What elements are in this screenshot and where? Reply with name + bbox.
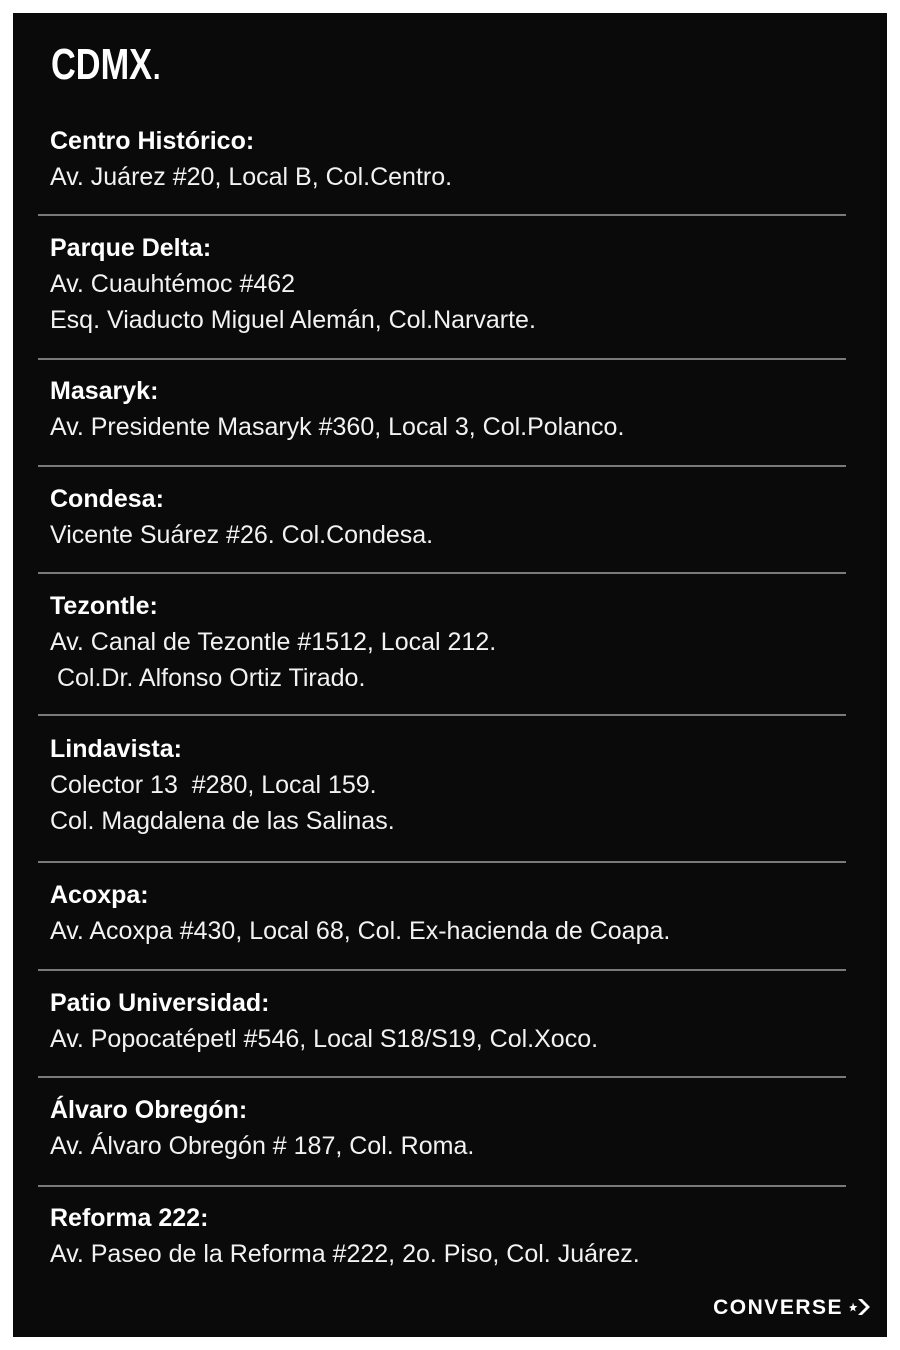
store-entry xyxy=(50,588,496,696)
store-address-line: Av. Acoxpa #430, Local 68, Col. Ex-hacienda de Coapa. xyxy=(50,917,671,945)
city-title-text: CDMX xyxy=(51,40,153,89)
store-name: Patio Universidad: xyxy=(50,989,270,1017)
store-divider xyxy=(38,214,846,216)
store-divider xyxy=(38,1185,846,1187)
store-address-line: Av. Popocatépetl #546, Local S18/S19, Col.Xoco. xyxy=(50,1025,599,1053)
store-name: Álvaro Obregón: xyxy=(50,1096,248,1124)
store-name: Tezontle: xyxy=(50,592,158,620)
city-title xyxy=(51,40,158,89)
store-entry xyxy=(50,481,433,553)
store-address-line: Av. Canal de Tezontle #1512, Local 212. xyxy=(50,628,497,656)
store-name: Acoxpa: xyxy=(50,881,149,909)
store-name: Lindavista: xyxy=(50,735,182,763)
store-name: Reforma 222: xyxy=(50,1204,209,1232)
store-divider xyxy=(38,572,846,574)
brand-wordmark: CONVERSE xyxy=(713,1295,843,1319)
store-entry xyxy=(50,985,598,1057)
store-address-line: Av. Presidente Masaryk #360, Local 3, Col.Polanco. xyxy=(50,413,625,441)
store-entry xyxy=(50,731,395,839)
store-divider xyxy=(38,1076,846,1078)
store-entry xyxy=(50,1092,474,1164)
store-divider xyxy=(38,714,846,716)
store-entry xyxy=(50,1200,640,1272)
store-divider xyxy=(38,358,846,360)
store-name: Centro Histórico: xyxy=(50,127,255,155)
store-entry xyxy=(50,230,536,338)
store-address-line: Vicente Suárez #26. Col.Condesa. xyxy=(50,521,434,549)
store-address-line: Av. Cuauhtémoc #462 xyxy=(50,270,296,298)
store-address-line: Av. Álvaro Obregón # 187, Col. Roma. xyxy=(50,1132,475,1160)
converse-star-chevron-icon xyxy=(847,1295,871,1319)
store-divider xyxy=(38,861,846,863)
store-address-line: Colector 13 #280, Local 159. xyxy=(50,771,377,799)
title-dot xyxy=(154,74,158,79)
store-entry xyxy=(50,123,452,195)
store-address-line: Col.Dr. Alfonso Ortiz Tirado. xyxy=(50,664,366,692)
store-entry xyxy=(50,877,670,949)
store-divider xyxy=(38,969,846,971)
store-address-line: Esq. Viaducto Miguel Alemán, Col.Narvarte. xyxy=(50,306,536,334)
store-divider xyxy=(38,465,846,467)
store-name: Condesa: xyxy=(50,485,164,513)
store-entry xyxy=(50,373,624,445)
store-list-panel xyxy=(13,13,887,1337)
store-address-line: Av. Paseo de la Reforma #222, 2o. Piso, Col. Juárez. xyxy=(50,1240,640,1268)
store-name: Masaryk: xyxy=(50,377,159,405)
store-name: Parque Delta: xyxy=(50,234,212,262)
store-address-line: Av. Juárez #20, Local B, Col.Centro. xyxy=(50,163,453,191)
converse-logo xyxy=(713,1295,871,1319)
store-address-line: Col. Magdalena de las Salinas. xyxy=(50,807,395,835)
